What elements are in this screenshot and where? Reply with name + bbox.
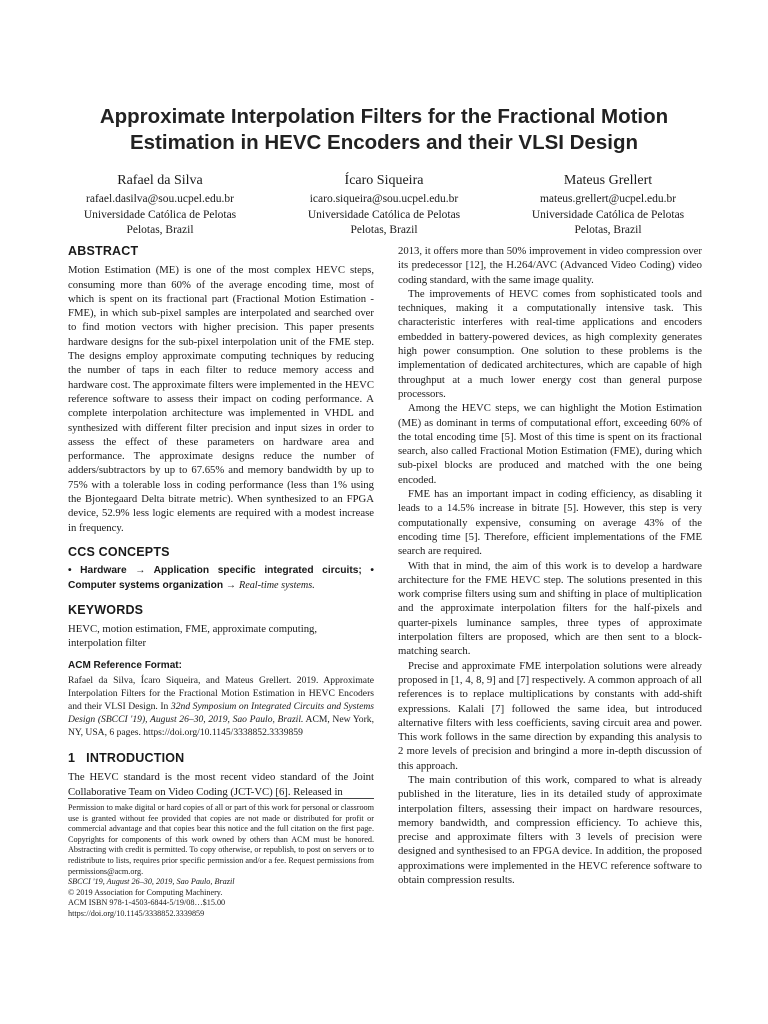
body-paragraph: 2013, it offers more than 50% improvement in video compression over its predecessor [12], the H.264/AVC (Advanced Video Coding) video coding standard, with the same image quality. <box>398 245 702 286</box>
title-line-2: Estimation in HEVC Encoders and their VLSI Design <box>129 131 639 154</box>
acm-ref-part-2: ACM, New York, NY, USA, 6 pages. https://doi.org/10.1145/3338852.3339859 <box>68 714 374 739</box>
author-2 <box>284 172 484 239</box>
body-paragraph: Precise and approximate FME interpolation solutions were already proposed in [1, 4, 8, 9] and [7] respectively. A common approach of all references is to replace multiplications by constants with add-shift expressions. Kalali [7] followed the same idea, but introduced alternative filters with less coefficients, saving circuit area and power. This work follows in the same direction by expanding this analysis to 2 more levels of precision and bringind a more in-depth discussion of this approach. <box>398 659 702 772</box>
acm-ref-part-1: Rafael da Silva, Ícaro Siqueira, and Mateus Grellert. 2019. Approximate Interpolation Filters for the Fractional Motion Estimation in HEVC Encoders and their VLSI Design. In <box>68 675 374 713</box>
paper-title <box>40 104 728 156</box>
ccs-text <box>68 564 374 593</box>
copyright-line: © 2019 Association for Computing Machinery. <box>68 887 223 897</box>
body-paragraph: Among the HEVC steps, we can highlight the Motion Estimation (ME) as dominant in terms of computational effort, exceeding 60% of the total encoding time [5]. Most of this time is spent on its fractional search, also called Fractional Motion Estimation (FME), during which sub-pixel blocks are produced and matched with the one being encoded. <box>398 402 702 486</box>
title-line-1: Approximate Interpolation Filters for the Fractional Motion <box>99 105 669 128</box>
body-paragraph: The main contribution of this work, compared to what is already published in the literature, lies in its detailed study of approximate interpolation filters, assessing their impact on hardware resources, memory bandwidth, and compression efficiency. To achieve this, precise and approximate filters with 3 levels of precision were designed and synthesised to an FPGA device. In addition, the proposed approximations were implemented in the HEVC reference software to obtain compression results. <box>398 773 702 887</box>
author-affiliation: Universidade Católica de Pelotas <box>531 208 685 221</box>
copyright-footnote <box>68 798 374 920</box>
keywords-text: HEVC, motion estimation, FME, approximate computing, interpolation filter <box>68 623 318 650</box>
author-3 <box>508 172 708 239</box>
abstract-text: Motion Estimation (ME) is one of the most complex HEVC steps, consuming more than 60% of the average encoding time, most of which is spent on its fractional part (Fractional Motion Estimation - FME), in which sub-pixel samples are interpolated and searched over to find motion vectors with higher precision. This paper presents hardware designs for the sub-pixel interpolation unit of the FME step. The designs employ approximate computing techniques by reducing the number of taps in each filter to reduce memory access and hardware cost. The approximate filters were implemented in the HEVC reference software to assess their impact on coding performance. A complete interpolation architecture was implemented in VHDL and synthesized with different filter precision and input sizes in order to assess the effect of these parameters on hardware area and performance. The approximate designs reduce the number of adders/subtractors by up to 67.65% and memory bandwidth by up to 75% with a tolerable loss in coding performance (less than 1% using the Bjontegaard Delta bitrate metric). When synthesized to an FPGA device, 52.9% less logic elements are required with a modest increase in frequency. <box>68 264 374 534</box>
author-name: Ícaro Siqueira <box>344 173 424 188</box>
permission-notice: Permission to make digital or hard copies of all or part of this work for personal or classroom use is granted without fee provided that copies are not made or distributed for profit or commercial advantage and that copies bear this notice and the full citation on the first page. Copyrights for components of this work owned by others than ACM must be honored. Abstracting with credit is permitted. To copy otherwise, or republish, to post on servers or to redistribute to lists, requires prior specific permission and/or a fee. Request permissions from permissions@acm.org. <box>68 803 374 876</box>
author-block <box>60 172 708 239</box>
ccs-heading: CCS CONCEPTS <box>68 544 170 559</box>
intro-heading: 1 INTRODUCTION <box>68 751 185 766</box>
body-paragraph: FME has an important impact in coding efficiency, as disabling it leads to a 14.5% increase in bitrate [5]. However, this step is very computationally expensive, consuming on average 43% of the encoding time [5]. Therefore, efficient implementations of the FME search are required. <box>398 488 702 558</box>
keywords-heading: KEYWORDS <box>68 602 144 617</box>
author-name: Rafael da Silva <box>117 173 203 188</box>
intro-paragraph-1: The HEVC standard is the most recent video standard of the Joint Collaborative Team on Video Coding (JCT-VC) [6]. Released in <box>68 771 374 798</box>
abstract-heading: ABSTRACT <box>68 244 139 258</box>
acm-ref-text <box>68 674 374 739</box>
conference-line: SBCCI '19, August 26–30, 2019, Sao Paulo, Brazil <box>68 877 235 887</box>
author-email: icaro.siqueira@sou.ucpel.edu.br <box>309 193 459 205</box>
author-location: Pelotas, Brazil <box>574 224 642 236</box>
author-location: Pelotas, Brazil <box>126 224 194 236</box>
author-affiliation: Universidade Católica de Pelotas <box>307 208 461 221</box>
doi-line: https://doi.org/10.1145/3338852.3339859 <box>68 908 205 918</box>
left-column <box>68 244 374 799</box>
right-column <box>398 244 702 887</box>
author-affiliation: Universidade Católica de Pelotas <box>83 208 237 221</box>
author-email: mateus.grellert@ucpel.edu.br <box>539 193 677 205</box>
acm-ref-venue: 32nd Symposium on Integrated Circuits and Systems Design (SBCCI '19), August 26–30, 2019, Sao Paulo, Brazil. <box>68 701 375 726</box>
author-location: Pelotas, Brazil <box>350 224 418 236</box>
author-1 <box>60 172 260 239</box>
ccs-italic: Real-time systems. <box>238 579 315 591</box>
body-paragraph: The improvements of HEVC comes from sophisticated tools and techniques, making it a computationally intensive task. This characteristic interferes with real-time applications and encoders embedded in battery-powered devices, as high complexity generates high power consumption. One solution to these problems is the implementation of dedicated architectures, which are capable of high throughput at a much lower energy cost than general purpose processors. <box>398 287 702 400</box>
isbn-line: ACM ISBN 978-1-4503-6844-5/19/08…$15.00 <box>68 898 226 908</box>
author-email: rafael.dasilva@sou.ucpel.edu.br <box>86 193 234 205</box>
body-paragraph: With that in mind, the aim of this work is to develop a hardware architecture for the FME HEVC step. The solutions presented in this work comprise filters using sum and shifting in place of multiplication and the approximate interpolation filters for the half-pixels and quarter-pixels luminance samples, three types of approximate interpolation filters are proposed, which are then sent to a block-matching search. <box>398 559 702 658</box>
acm-ref-heading: ACM Reference Format: <box>68 659 182 671</box>
ccs-main: • Hardware → Application specific integrated circuits; • Computer systems organization → <box>68 565 374 591</box>
author-name: Mateus Grellert <box>563 173 653 188</box>
